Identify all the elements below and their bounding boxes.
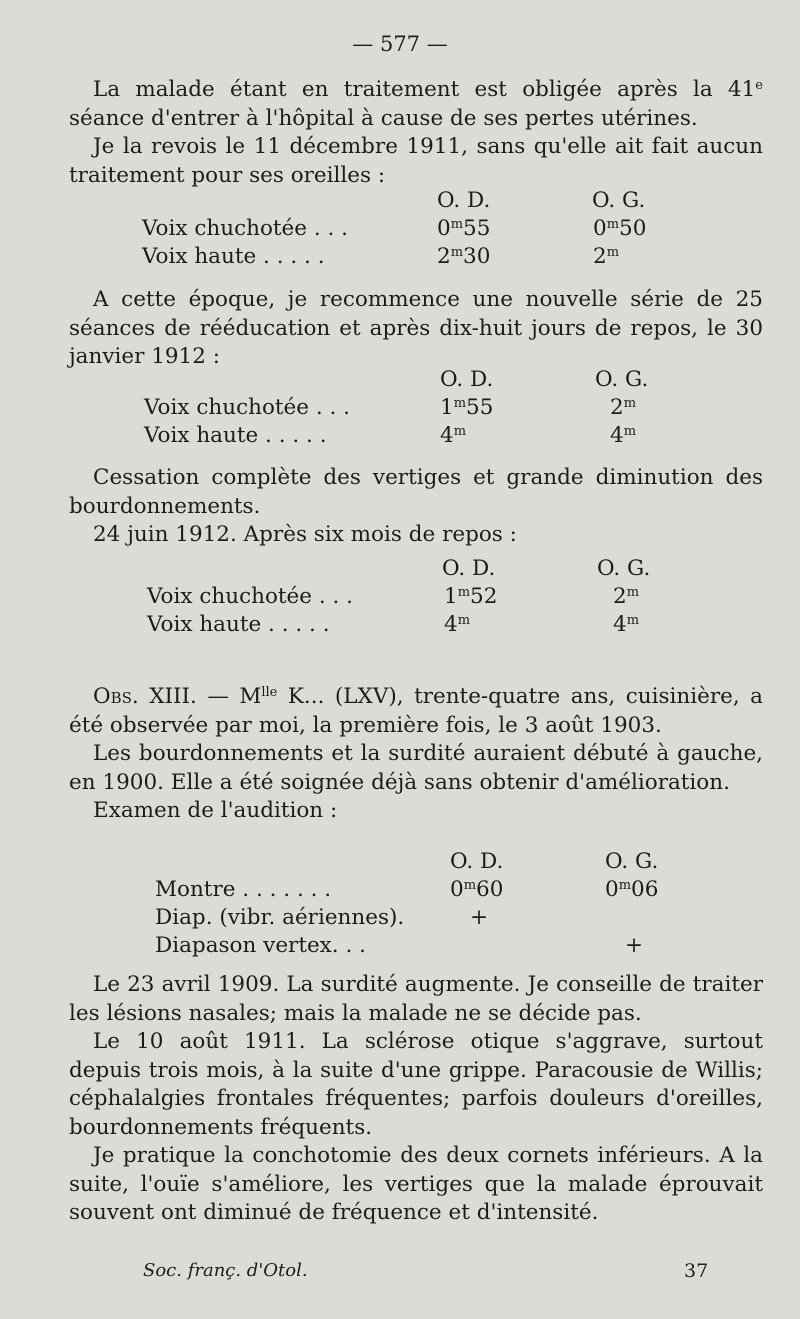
row-label: Diap. (vibr. aériennes). <box>155 905 405 930</box>
row-label: Voix chuchotée . . . <box>142 216 348 241</box>
col-og: O. G. <box>595 367 649 392</box>
paragraph: Le 10 août 1911. La sclérose otique s'aggrave, surtout depuis trois mois, à la suite d'une grippe. Paracousie de Willis; céphalalgies frontales fréquentes; parfois douleurs d'oreilles, bourdonnements fréquents. <box>69 1029 763 1140</box>
table-header <box>0 556 800 584</box>
col-og: O. G. <box>605 849 659 874</box>
paragraph: La malade étant en traitement est obligée après la 41e séance d'entrer à l'hôpital à cause de ses pertes utérines. <box>69 77 763 131</box>
row-label: Montre . . . . . . . <box>155 877 332 902</box>
paragraph: Je pratique la conchotomie des deux cornets inférieurs. A la suite, l'ouïe s'améliore, les vertiges que la malade éprouvait souvent ont diminué de fréquence et d'intensité. <box>69 1143 763 1225</box>
paragraph: A cette époque, je recommence une nouvelle série de 25 séances de rééducation et après dix-huit jours de repos, le 30 janvier 1912 : <box>69 287 763 369</box>
od-value: + <box>470 905 489 930</box>
og-value: 2$^m$ <box>613 584 640 609</box>
text-block-2 <box>69 286 763 372</box>
col-od: O. D. <box>440 367 494 392</box>
table-row <box>0 584 800 612</box>
paragraph: Je la revois le 11 décembre 1911, sans qu'elle ait fait aucun traitement pour ses oreilles : <box>69 134 763 188</box>
row-label: Voix chuchotée . . . <box>147 584 353 609</box>
paragraph: Les bourdonnements et la surdité auraient débuté à gauche, en 1900. Elle a été soignée déjà sans obtenir d'amélioration. <box>69 741 763 795</box>
row-label: Voix haute . . . . . <box>147 612 330 637</box>
table-row <box>0 905 800 933</box>
text-block-4 <box>69 683 763 826</box>
col-og: O. G. <box>592 188 646 213</box>
og-value: 2$^m$ <box>610 395 637 420</box>
paragraph: 24 juin 1912. Après six mois de repos : <box>93 522 517 547</box>
col-od: O. D. <box>442 556 496 581</box>
paragraph: Examen de l'audition : <box>93 798 338 823</box>
row-label: Diapason vertex. . . <box>155 933 366 958</box>
paragraph <box>69 683 763 740</box>
obs-text: — $M^{lle}$ K... (LXV), trente-quatre ans, cuisinière, a été observée par moi, la première fois, le 3 août 1903. <box>69 684 763 738</box>
table-header <box>0 849 800 877</box>
table-row <box>0 216 800 244</box>
table-row <box>0 877 800 905</box>
row-label: Voix haute . . . . . <box>144 423 327 448</box>
og-value: 2$^m$ <box>593 244 620 269</box>
od-value: 0$^m$55 <box>437 216 491 241</box>
page-number: — 577 — <box>352 32 448 56</box>
od-value: 4$^m$ <box>444 612 471 637</box>
row-label: Voix chuchotée . . . <box>144 395 350 420</box>
table-header <box>0 188 800 216</box>
od-value: 1$^m$52 <box>444 584 498 609</box>
table-row <box>0 423 800 451</box>
text-block-3 <box>69 464 763 550</box>
signature-mark: 37 <box>684 1260 709 1282</box>
od-value: 4$^m$ <box>440 423 467 448</box>
footer-journal: Soc. franç. d'Otol. <box>143 1260 308 1281</box>
od-value: 0$^m$60 <box>450 877 504 902</box>
paragraph: Cessation complète des vertiges et grande diminution des bourdonnements. <box>69 465 763 519</box>
text-block-5 <box>69 971 763 1228</box>
table-row <box>0 612 800 640</box>
row-label: Voix haute . . . . . <box>142 244 325 269</box>
obs-label: Obs. XIII. <box>93 684 197 709</box>
col-od: O. D. <box>450 849 504 874</box>
og-value: + <box>625 933 644 958</box>
table-row <box>0 244 800 272</box>
col-og: O. G. <box>597 556 651 581</box>
text-block-1 <box>69 76 763 190</box>
table-header <box>0 367 800 395</box>
od-value: 1$^m$55 <box>440 395 494 420</box>
table-row <box>0 933 800 961</box>
og-value: 0$^m$50 <box>593 216 647 241</box>
og-value: 4$^m$ <box>613 612 640 637</box>
col-od: O. D. <box>437 188 491 213</box>
od-value: 2$^m$30 <box>437 244 491 269</box>
og-value: 4$^m$ <box>610 423 637 448</box>
paragraph: Le 23 avril 1909. La surdité augmente. Je conseille de traiter les lésions nasales; mais la malade ne se décide pas. <box>69 972 763 1026</box>
table-row <box>0 395 800 423</box>
og-value: 0$^m$06 <box>605 877 659 902</box>
